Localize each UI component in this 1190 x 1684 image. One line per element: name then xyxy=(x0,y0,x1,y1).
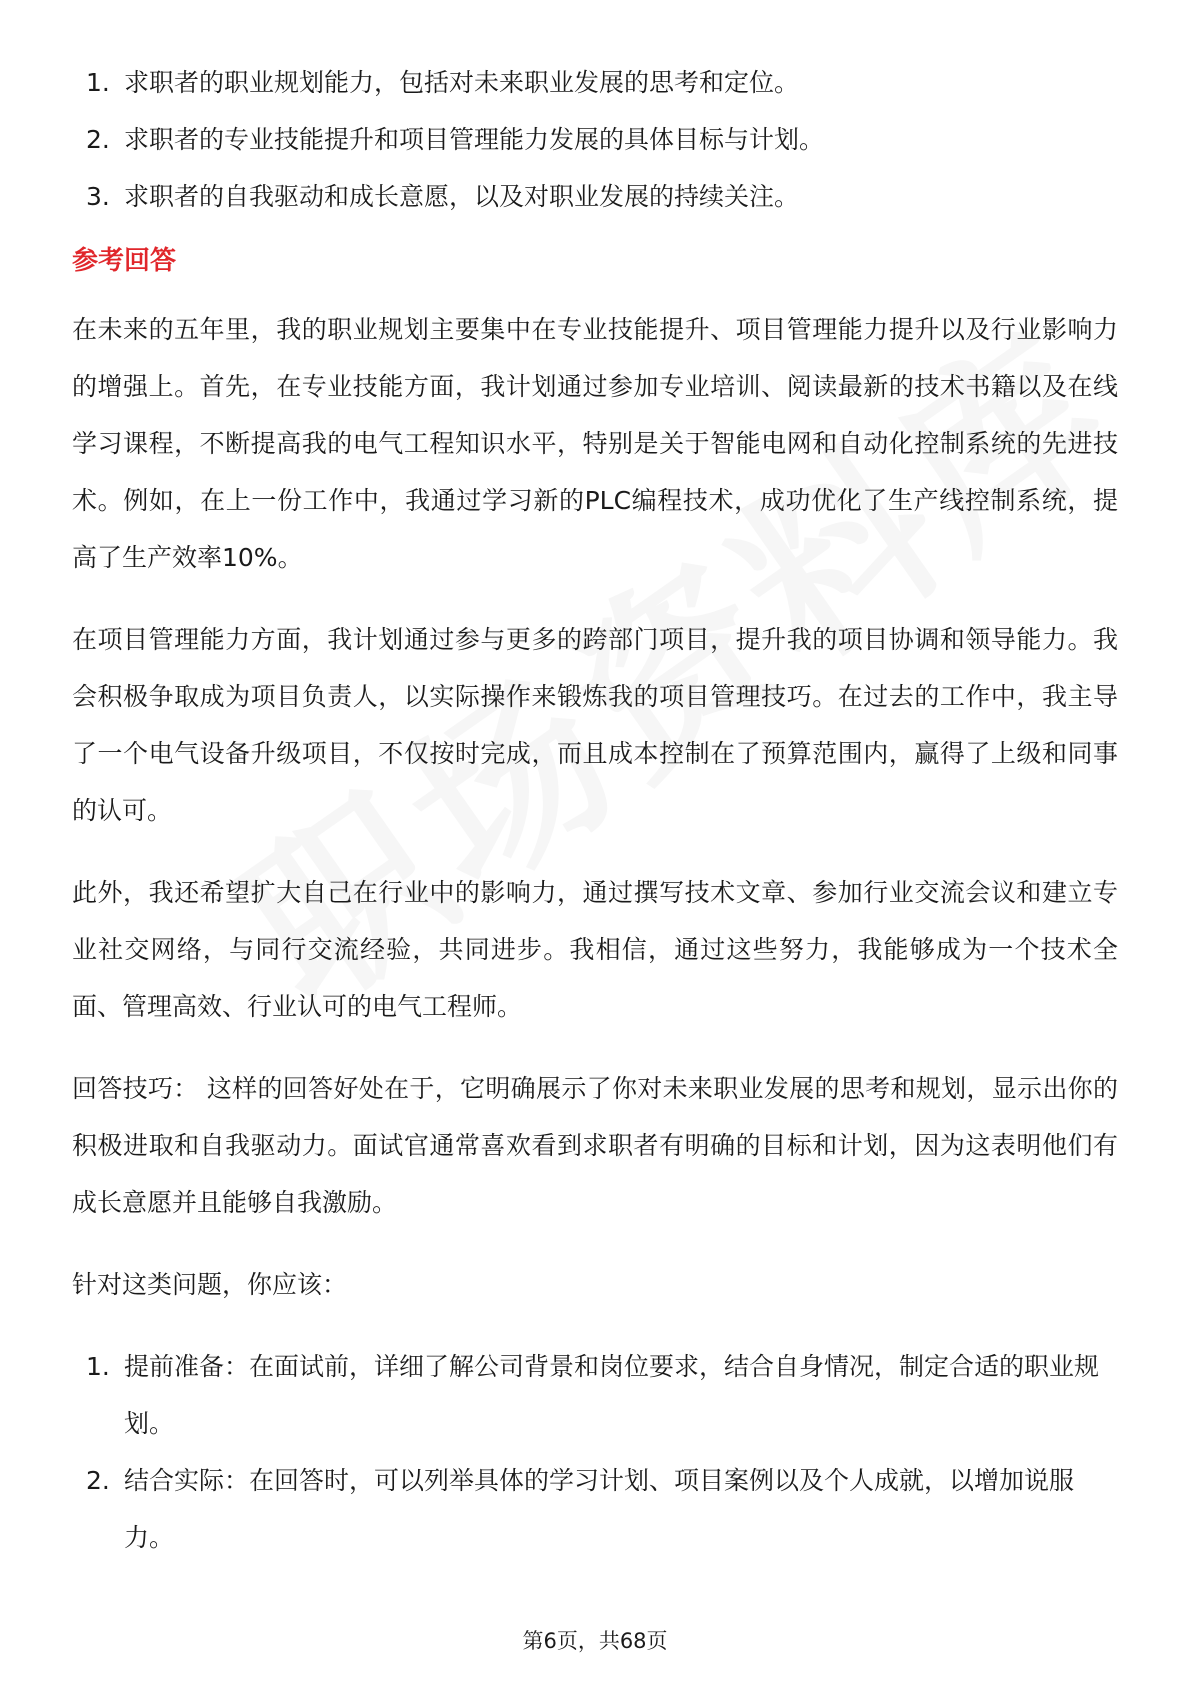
top-list xyxy=(72,54,1118,225)
list-item xyxy=(72,54,1118,111)
list-text: 提前准备：在面试前，详细了解公司背景和岗位要求，结合自身情况，制定合适的职业规划。 xyxy=(124,1352,1100,1438)
section-heading: 参考回答 xyxy=(72,246,177,276)
list-item xyxy=(72,1338,1118,1452)
list-text: 求职者的职业规划能力，包括对未来职业发展的思考和定位。 xyxy=(124,68,800,97)
list-number: 3. xyxy=(86,182,110,211)
list-text: 求职者的专业技能提升和项目管理能力发展的具体目标与计划。 xyxy=(124,125,825,154)
list-item xyxy=(72,1452,1118,1566)
list-text: 求职者的自我驱动和成长意愿，以及对职业发展的持续关注。 xyxy=(124,182,800,211)
paragraph: 在项目管理能力方面，我计划通过参与更多的跨部门项目，提升我的项目协调和领导能力。我会积极争取成为项目负责人，以实际操作来锻炼我的项目管理技巧。在过去的工作中，我主导了一个电气设备升级项目，不仅按时完成，而且成本控制在了预算范围内，赢得了上级和同事的认可。 xyxy=(72,625,1118,825)
list-number: 1. xyxy=(86,1352,110,1381)
list-number: 1. xyxy=(86,68,110,97)
content xyxy=(72,54,1118,1566)
list-number: 2. xyxy=(86,1466,110,1495)
tips-paragraph: 回答技巧： 这样的回答好处在于，它明确展示了你对未来职业发展的思考和规划，显示出你的积极进取和自我驱动力。面试官通常喜欢看到求职者有明确的目标和计划，因为这表明他们有成长意愿并且能够自我激励。 xyxy=(72,1074,1118,1217)
paragraph: 此外，我还希望扩大自己在行业中的影响力，通过撰写技术文章、参加行业交流会议和建立专业社交网络，与同行交流经验，共同进步。我相信，通过这些努力，我能够成为一个技术全面、管理高效、行业认可的电气工程师。 xyxy=(72,878,1118,1021)
advice-list xyxy=(72,1338,1118,1566)
list-item xyxy=(72,168,1118,225)
list-number: 2. xyxy=(86,125,110,154)
paragraph: 针对这类问题，你应该： xyxy=(72,1270,348,1299)
list-item xyxy=(72,111,1118,168)
page-footer: 第6页，共68页 xyxy=(522,1629,668,1653)
paragraph: 在未来的五年里，我的职业规划主要集中在专业技能提升、项目管理能力提升以及行业影响力的增强上。首先，在专业技能方面，我计划通过参加专业培训、阅读最新的技术书籍以及在线学习课程，不断提高我的电气工程知识水平，特别是关于智能电网和自动化控制系统的先进技术。例如，在上一份工作中，我通过学习新的PLC编程技术，成功优化了生产线控制系统，提高了生产效率10%。 xyxy=(72,315,1118,572)
list-text: 结合实际：在回答时，可以列举具体的学习计划、项目案例以及个人成就，以增加说服力。 xyxy=(124,1466,1075,1552)
